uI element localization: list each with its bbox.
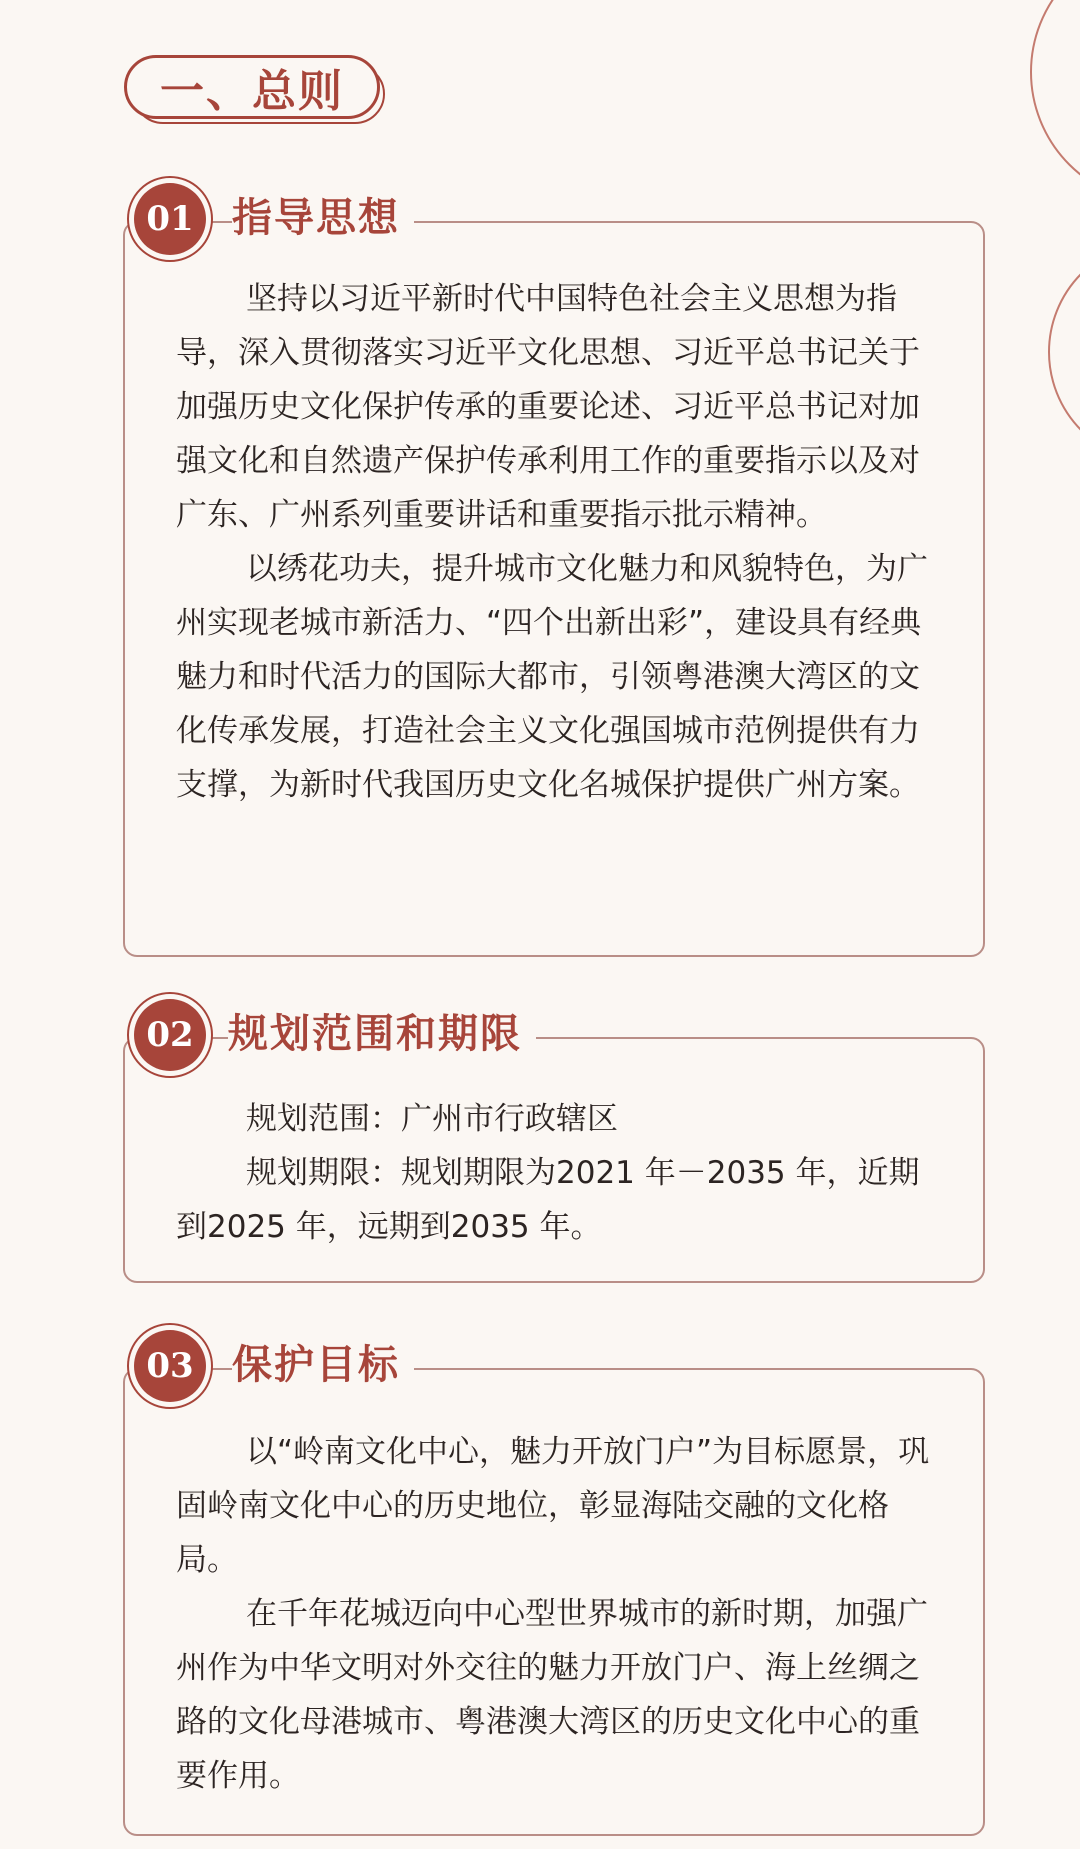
section-body <box>176 272 946 812</box>
section-number-badge <box>127 1323 213 1409</box>
section-number: 01 <box>134 183 206 255</box>
section-body <box>176 1092 946 1254</box>
section-number: 03 <box>134 1330 206 1402</box>
decorative-ring-middle <box>1048 240 1080 464</box>
decorative-ring-top <box>1030 0 1080 204</box>
paragraph: 以绣花功夫，提升城市文化魅力和风貌特色，为广州实现老城市新活力、“四个出新出彩”，建设具有经典魅力和时代活力的国际大都市，引领粤港澳大湾区的文化传承发展，打造社会主义文化强国城市范例提供有力支撑，为新时代我国历史文化名城保护提供广州方案。 <box>176 551 928 803</box>
section-number-badge <box>127 176 213 262</box>
section-body <box>176 1425 946 1803</box>
chapter-title <box>124 55 380 119</box>
section-heading: 保护目标 <box>232 1335 414 1395</box>
paragraph: 以“岭南文化中心，魅力开放门户”为目标愿景，巩固岭南文化中心的历史地位，彰显海陆交融的文化格局。 <box>176 1434 930 1578</box>
section-heading: 规划范围和期限 <box>228 1004 536 1064</box>
chapter-title-text: 一、总则 <box>160 66 344 117</box>
paragraph: 坚持以习近平新时代中国特色社会主义思想为指导，深入贯彻落实习近平文化思想、习近平总书记关于加强历史文化保护传承的重要论述、习近平总书记对加强文化和自然遗产保护传承利用工作的重要指示以及对广东、广州系列重要讲话和重要指示批示精神。 <box>176 281 920 533</box>
section-number: 02 <box>134 999 206 1071</box>
section-number-badge <box>127 992 213 1078</box>
section-heading: 指导思想 <box>232 188 414 248</box>
paragraph: 在千年花城迈向中心型世界城市的新时期，加强广州作为中华文明对外交往的魅力开放门户、海上丝绸之路的文化母港城市、粤港澳大湾区的历史文化中心的重要作用。 <box>176 1596 928 1794</box>
paragraph: 规划期限：规划期限为2021 年－2035 年，近期到2025 年，远期到2035 年。 <box>176 1155 920 1245</box>
paragraph: 规划范围：广州市行政辖区 <box>246 1101 618 1137</box>
